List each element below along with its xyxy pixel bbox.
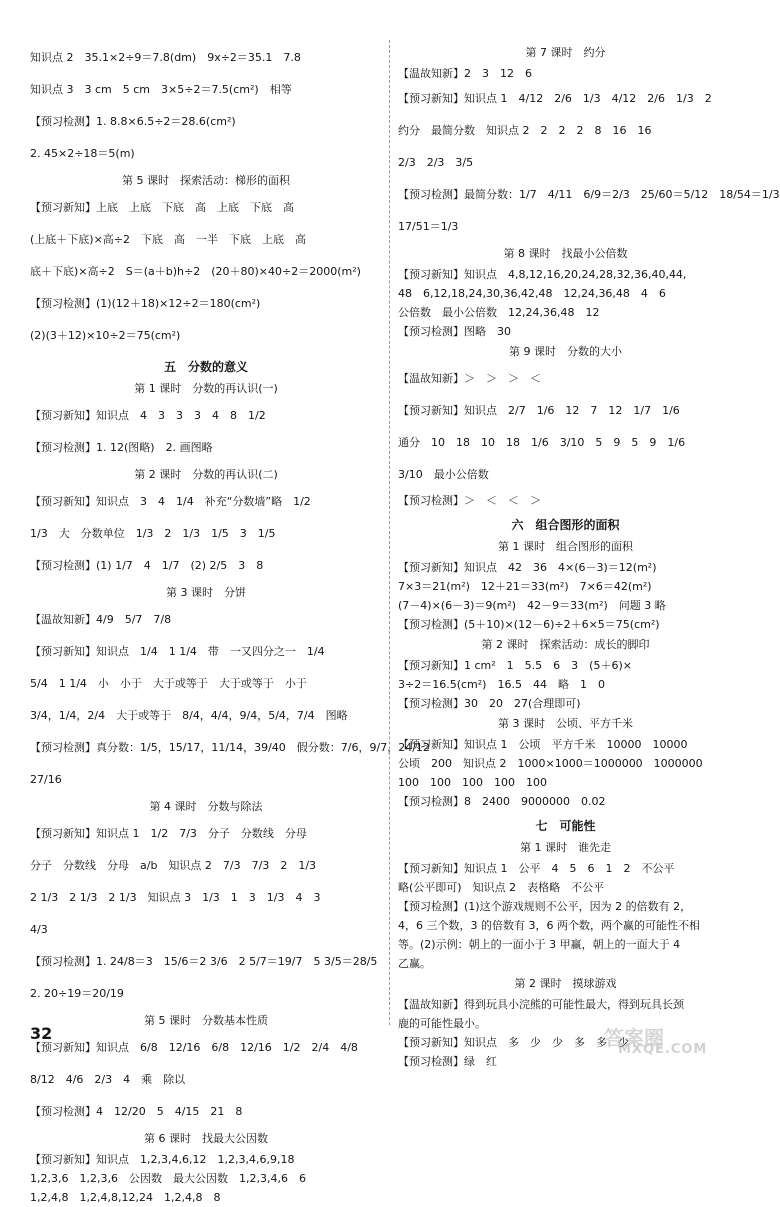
- lesson-title: 第 5 课时 探索活动：梯形的面积: [122, 174, 290, 187]
- answer-line: 【预习新知】知识点 1 1/2 7/3 分子 分数线 分母: [30, 827, 307, 840]
- lesson-title: 第 3 课时 分饼: [166, 586, 246, 599]
- lesson-title: 第 1 课时 分数的再认识(一): [134, 382, 278, 395]
- section-heading: 七 可能性: [535, 819, 596, 833]
- watermark: [600, 1022, 740, 1062]
- answer-line: 【预习检测】1. 12(图略) 2. 画图略: [30, 441, 213, 454]
- answer-line: 【温故知新】得到玩具小浣熊的可能性最大，得到玩具长颈: [398, 998, 684, 1011]
- answer-line: 知识点 3 3 cm 5 cm 3×5÷2＝7.5(cm²) 相等: [30, 83, 292, 96]
- answer-line: 2 1/3 2 1/3 2 1/3 知识点 3 1/3 1 3 1/3 4 3: [30, 891, 321, 904]
- answer-line: 2. 20÷19＝20/19: [30, 987, 124, 1000]
- answer-line: 【预习新知】知识点 4,8,12,16,20,24,28,32,36,40,44,: [398, 268, 687, 281]
- answer-line: 4/3: [30, 923, 48, 936]
- lesson-title: 第 3 课时 公顷、平方千米: [498, 717, 633, 730]
- answer-line: 4，6 三个数，3 的倍数有 3，6 两个数，两个赢的可能性不相: [398, 919, 700, 932]
- answer-line: 公倍数 最小公倍数 12,24,36,48 12: [398, 306, 600, 319]
- answer-line: 【预习新知】知识点 1 公顷 平方千米 10000 10000: [398, 738, 688, 751]
- answer-line: 【预习新知】知识点 1,2,3,4,6,12 1,2,3,4,6,9,18: [30, 1153, 295, 1166]
- lesson-title: 第 1 课时 谁先走: [520, 841, 611, 854]
- answer-line: 2/3 2/3 3/5: [398, 156, 474, 169]
- answer-line: 8/12 4/6 2/3 4 乘 除以: [30, 1073, 186, 1086]
- answer-line: 【预习检测】图略 30: [398, 325, 511, 338]
- answer-line: (7－4)×(6－3)＝9(m²) 42－9＝33(m²) 问题 3 略: [398, 599, 666, 612]
- answer-line: 5/4 1 1/4 小 小于 大于或等于 大于或等于 小于: [30, 677, 307, 690]
- answer-line: 【温故知新】2 3 12 6: [398, 67, 532, 80]
- section-heading: 六 组合图形的面积: [511, 518, 620, 532]
- watermark-text: MXQE.COM: [618, 1042, 708, 1057]
- lesson-title: 第 2 课时 摸球游戏: [514, 977, 617, 990]
- answer-line: 【预习新知】知识点 6/8 12/16 6/8 12/16 1/2 2/4 4/8: [30, 1041, 358, 1054]
- right-column: [398, 42, 780, 1071]
- answer-line: (上底＋下底)×高÷2 下底 高 一半 下底 上底 高: [30, 233, 307, 246]
- watermark-logo: 答案圈: [604, 1026, 664, 1050]
- answer-line: 【预习检测】1. 8.8×6.5÷2＝28.6(cm²): [30, 115, 236, 128]
- answer-line: 分子 分数线 分母 a/b 知识点 2 7/3 7/3 2 1/3: [30, 859, 317, 872]
- answer-line: 3/10 最小公倍数: [398, 468, 489, 481]
- answer-line: 3÷2＝16.5(cm²) 16.5 44 略 1 0: [398, 678, 605, 691]
- column-divider: [389, 40, 390, 1025]
- answer-line: 【预习检测】(1)这个游戏规则不公平，因为 2 的倍数有 2，: [398, 900, 692, 913]
- answer-line: 27/16: [30, 773, 62, 786]
- answer-line: 【预习检测】(1)(12＋18)×12÷2＝180(cm²): [30, 297, 261, 310]
- answer-line: 底＋下底)×高÷2 S＝(a＋b)h÷2 (20＋80)×40÷2＝2000(m²): [30, 265, 361, 278]
- answer-line: 17/51＝1/3: [398, 220, 459, 233]
- answer-line: 乙赢。: [398, 957, 431, 970]
- answer-line: 【预习新知】知识点 4 3 3 3 4 8 1/2: [30, 409, 266, 422]
- answer-line: 【预习检测】4 12/20 5 4/15 21 8: [30, 1105, 243, 1118]
- lesson-title: 第 5 课时 分数基本性质: [144, 1014, 268, 1027]
- lesson-title: 第 9 课时 分数的大小: [509, 345, 622, 358]
- answer-line: 【预习检测】8 2400 9000000 0.02: [398, 795, 606, 808]
- answer-line: 【温故知新】＞ ＞ ＞ ＜: [398, 372, 541, 385]
- page-number: 32: [30, 1024, 53, 1043]
- answer-line: 【预习检测】真分数：1/5，15/17，11/14，39/40 假分数：7/6，9/7，24/12: [30, 741, 430, 754]
- answer-line: 【温故知新】4/9 5/7 7/8: [30, 613, 172, 626]
- answer-line: 1,2,4,8 1,2,4,8,12,24 1,2,4,8 8: [30, 1191, 221, 1204]
- answer-line: 【预习新知】知识点 1 4/12 2/6 1/3 4/12 2/6 1/3 2: [398, 92, 712, 105]
- answer-line: 略(公平即可) 知识点 2 表格略 不公平: [398, 881, 605, 894]
- answer-line: 公顷 200 知识点 2 1000×1000＝1000000 1000000: [398, 757, 703, 770]
- answer-line: 48 6,12,18,24,30,36,42,48 12,24,36,48 4 6: [398, 287, 666, 300]
- answer-line: 【预习检测】(5＋10)×(12－6)÷2＋6×5＝75(cm²): [398, 618, 660, 631]
- answer-line: 通分 10 18 10 18 1/6 3/10 5 9 5 9 1/6: [398, 436, 686, 449]
- lesson-title: 第 7 课时 约分: [525, 46, 606, 59]
- answer-line: 【预习新知】知识点 1/4 1 1/4 带 一又四分之一 1/4: [30, 645, 325, 658]
- answer-line: (2)(3＋12)×10÷2＝75(cm²): [30, 329, 181, 342]
- answer-line: 约分 最简分数 知识点 2 2 2 2 8 16 16: [398, 124, 652, 137]
- answer-line: 【预习新知】上底 上底 下底 高 上底 下底 高: [30, 201, 294, 214]
- answer-line: 【预习检测】最简分数：1/7 4/11 6/9＝2/3 25/60＝5/12 18/54＝1/3: [398, 188, 780, 201]
- answer-line: 【预习新知】1 cm² 1 5.5 6 3 (5＋6)×: [398, 659, 632, 672]
- lesson-title: 第 2 课时 分数的再认识(二): [134, 468, 278, 481]
- answer-line: 1,2,3,6 1,2,3,6 公因数 最大公因数 1,2,3,4,6 6: [30, 1172, 306, 1185]
- answer-line: 【预习新知】知识点 多 少 少 多 多 少: [398, 1036, 629, 1049]
- answer-line: 100 100 100 100 100: [398, 776, 547, 789]
- lesson-title: 第 4 课时 分数与除法: [149, 800, 263, 813]
- answer-line: 1/3 大 分数单位 1/3 2 1/3 1/5 3 1/5: [30, 527, 276, 540]
- section-heading: 五 分数的意义: [163, 360, 248, 374]
- answer-line: 知识点 2 35.1×2÷9＝7.8(dm) 9x÷2＝35.1 7.8: [30, 51, 301, 64]
- answer-line: 【预习检测】＞ ＜ ＜ ＞: [398, 494, 541, 507]
- lesson-title: 第 2 课时 探索活动：成长的脚印: [481, 638, 650, 651]
- lesson-title: 第 6 课时 找最大公因数: [144, 1132, 268, 1145]
- answer-line: 3/4，1/4，2/4 大于或等于 8/4，4/4，9/4，5/4，7/4 图略: [30, 709, 348, 722]
- lesson-title: 第 1 课时 组合图形的面积: [498, 540, 633, 553]
- answer-line: 鹿的可能性最小。: [398, 1017, 486, 1030]
- answer-line: 2. 45×2÷18＝5(m): [30, 147, 135, 160]
- answer-line: 等。(2)示例：朝上的一面小于 3 甲赢，朝上的一面大于 4: [398, 938, 681, 951]
- answer-line: 【预习检测】30 20 27(合理即可): [398, 697, 581, 710]
- answer-line: 【预习检测】1. 24/8＝3 15/6＝2 3/6 2 5/7＝19/7 5 3/5＝28/5: [30, 955, 378, 968]
- answer-line: 【预习新知】知识点 3 4 1/4 补充“分数墙”略 1/2: [30, 495, 311, 508]
- answer-line: 【预习新知】知识点 2/7 1/6 12 7 12 1/7 1/6: [398, 404, 680, 417]
- answer-line: 7×3＝21(m²) 12＋21＝33(m²) 7×6＝42(m²): [398, 580, 652, 593]
- answer-line: 【预习新知】知识点 1 公平 4 5 6 1 2 不公平: [398, 862, 675, 875]
- answer-line: 【预习新知】知识点 42 36 4×(6－3)＝12(m²): [398, 561, 657, 574]
- answer-line: 【预习检测】(1) 1/7 4 1/7 (2) 2/5 3 8: [30, 559, 264, 572]
- lesson-title: 第 8 课时 找最小公倍数: [503, 247, 628, 260]
- answer-line: 【预习检测】绿 红: [398, 1055, 497, 1068]
